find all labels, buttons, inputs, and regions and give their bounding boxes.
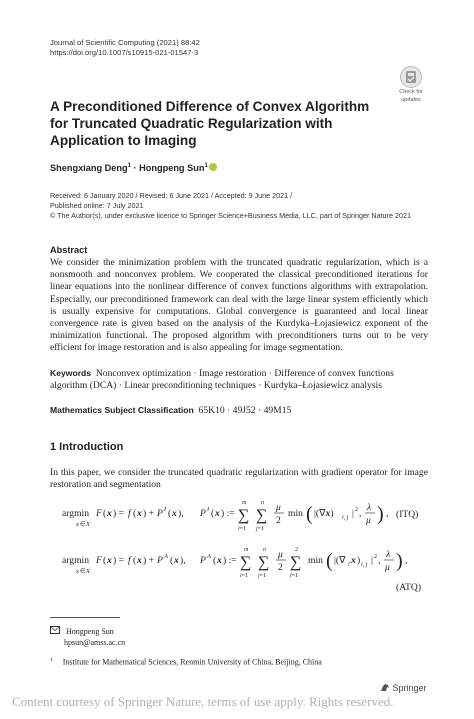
corresponding-email[interactable]: hpsun@amss.ac.cn [64,638,126,647]
doi-link[interactable]: https://doi.org/10.1007/s10915-021-01547-3 [50,48,199,57]
svg-text:),: ), [180,555,186,566]
badge-label-2: updates [401,96,421,103]
svg-text:F: F [96,555,102,566]
svg-text:|(∇: |(∇ [334,555,346,566]
svg-text:i=1: i=1 [240,573,249,579]
equation-tag-itq: (ITQ) [396,509,419,520]
svg-text:|(∇x): |(∇x) [314,508,334,519]
courtesy-watermark: Content courtesy of Springer Nature, terms of use apply. Rights reserved. [12,694,394,709]
envelope-icon [50,626,60,634]
svg-text:x: x [172,508,177,519]
svg-text:2: 2 [278,562,283,573]
keywords-block [50,367,428,392]
corresponding-author-name: Hongpeng Sun [66,627,114,636]
svg-text:2: 2 [355,507,358,513]
svg-text:2: 2 [295,547,298,553]
copyright-line: © The Author(s), under exclusive licence to Springer Science+Business Media, LLC, part of Springer Nature 2021 [50,211,411,220]
svg-text:(: ( [326,550,333,572]
svg-text:∑: ∑ [238,507,250,524]
svg-text:∑: ∑ [240,554,252,571]
svg-text:∈: ∈ [80,521,86,528]
svg-text:i=1: i=1 [238,526,247,532]
svg-text:P: P [200,555,206,566]
svg-text:∑: ∑ [258,554,270,571]
section-heading-introduction: 1 Introduction [50,441,124,453]
msc-block [50,405,291,416]
svg-text:argmin: argmin [62,508,90,519]
author-separator: · [133,163,137,174]
svg-text:): ) [377,503,384,525]
introduction-text: In this paper, we consider the truncated quadratic regularization with gradient operator for image restoration and segmentation [50,467,428,491]
orcid-icon[interactable] [209,163,217,171]
svg-text:n: n [261,500,264,506]
svg-text:min: min [308,555,323,566]
svg-text:x: x [215,508,220,519]
publication-dates [50,191,411,221]
svg-text:A: A [164,553,168,560]
springer-logo [380,683,427,693]
svg-text:x: x [217,555,222,566]
check-for-updates-icon [400,66,422,88]
abstract-heading: Abstract [50,245,88,255]
equation-itq [62,502,402,539]
svg-text:P: P [157,555,163,566]
svg-text:i, j: i, j [342,515,349,521]
svg-text:m: m [242,500,247,506]
svg-text:x: x [137,555,142,566]
footnote-divider [50,617,120,618]
svg-text:j=1: j=1 [256,526,265,532]
svg-text:x: x [351,555,356,566]
svg-text:(: ( [133,508,137,519]
svg-text:I: I [207,506,210,513]
svg-text:(: ( [170,555,174,566]
svg-text:μ: μ [385,562,390,573]
svg-text:) +: ) + [143,508,155,519]
svg-text:) =: ) = [113,508,125,519]
svg-text:(: ( [133,555,137,566]
author-affil-marker: 1 [204,163,208,169]
svg-text:x: x [76,521,79,528]
svg-text:∑: ∑ [256,507,268,524]
svg-text:,: , [359,508,362,519]
paper-title: A Preconditioned Difference of Convex Algorithm for Truncated Quadratic Regularization with Application to Imaging [50,99,370,148]
author-list [50,163,217,173]
svg-text:λ: λ [386,549,391,560]
affiliation-marker: 1 [50,657,53,663]
msc-codes: 65K10 · 49J52 · 49M15 [198,405,292,416]
svg-text:|: | [371,555,373,566]
svg-text:X: X [86,568,90,575]
svg-text:I: I [164,506,167,513]
equation-itq-formula [62,502,402,536]
svg-text:(: ( [168,508,172,519]
svg-text:i, j: i, j [361,562,368,568]
svg-text:l: l [348,562,350,568]
history-line: Received: 6 January 2020 / Revised: 6 June 2021 / Accepted: 9 June 2021 / [50,191,293,200]
affiliation-text: Institute for Mathematical Sciences, Renmin University of China, Beijing, China [62,657,322,667]
svg-text:X: X [86,521,90,528]
svg-text:A: A [207,553,211,560]
affiliation-footnote [50,657,322,667]
svg-text:j=1: j=1 [258,573,267,579]
svg-text:,: , [386,508,389,519]
svg-text:F: F [96,508,102,519]
svg-text:(: ( [103,508,107,519]
author-affil-marker: 1 [127,163,131,169]
correspondence-block [50,626,125,648]
svg-text:x: x [137,508,142,519]
svg-text:μ: μ [278,549,283,560]
author-name[interactable]: Shengxiang Deng [50,163,128,174]
svg-text:m: m [244,547,249,553]
svg-text:μ: μ [276,502,281,513]
svg-text:(: ( [213,555,217,566]
published-line: Published online: 7 July 2021 [50,201,144,210]
svg-text:x: x [107,508,112,519]
svg-text:),: ), [178,508,184,519]
svg-text:P: P [200,508,206,519]
journal-header [50,38,200,58]
equation-tag-atq: (ATQ) [396,582,422,593]
svg-text:μ: μ [366,515,371,526]
svg-text:x: x [174,555,179,566]
keywords-label: Keywords [50,368,92,378]
springer-horse-icon [380,683,390,692]
svg-text:2: 2 [276,515,281,526]
svg-text:λ: λ [367,502,372,513]
equation-atq [62,549,422,586]
svg-text:|: | [352,508,354,519]
svg-text:(: ( [211,508,215,519]
badge-label-1: Check for [399,89,423,95]
svg-text:) :=: ) := [221,508,235,519]
abstract-text: We consider the minimization problem with the truncated quadratic regularization, which is a nonsmooth and nonconvex problem. We cooperated the classical preconditioned iterations for linear equations into the nonlinear difference of convex functions algorithms with extrapolation. Especially, our preconditioned framework can deal with the large linear system efficiently which is usually expensive for computations. Global convergence is guaranteed and local linear convergence rate is given based on the analysis of the Kurdyka–Łojasiewicz exponent of the minimization functional. The proposed algorithm with preconditioners turns out to be very efficient for image restoration and is also appealing for image segmentation. [50,257,428,354]
equation-atq-formula [62,549,422,583]
svg-text:(: ( [103,555,107,566]
svg-text:min: min [288,508,303,519]
svg-text:): ) [396,550,403,572]
check-for-updates-badge[interactable] [394,66,428,104]
svg-text:x: x [76,568,79,575]
svg-text:,: , [378,555,381,566]
svg-text:x: x [107,555,112,566]
svg-text:∈: ∈ [80,568,86,575]
svg-text:argmin: argmin [62,555,90,566]
svg-text:n: n [263,547,266,553]
svg-text:(: ( [306,503,313,525]
keywords-text: Nonconvex optimization · Image restoration · Difference of convex functions algorithm (DCA) · Linear preconditioning techniques · Kurdyka–Łojasiewicz analysis [50,368,394,392]
springer-wordmark: Springer [392,683,427,693]
author-name[interactable]: Hongpeng Sun [139,163,205,174]
journal-citation: Journal of Scientific Computing (2021) 88:42 [50,38,200,47]
svg-text:l=1: l=1 [290,573,299,579]
svg-text:) :=: ) := [223,555,237,566]
svg-text:): ) [357,555,361,566]
svg-text:f: f [128,508,131,519]
svg-text:) +: ) + [143,555,155,566]
svg-text:2: 2 [374,554,377,560]
svg-text:∑: ∑ [290,554,302,571]
svg-text:P: P [157,508,163,519]
svg-text:f: f [128,555,131,566]
svg-text:,: , [405,555,408,566]
msc-label: Mathematics Subject Classification [50,405,194,415]
svg-text:) =: ) = [113,555,125,566]
